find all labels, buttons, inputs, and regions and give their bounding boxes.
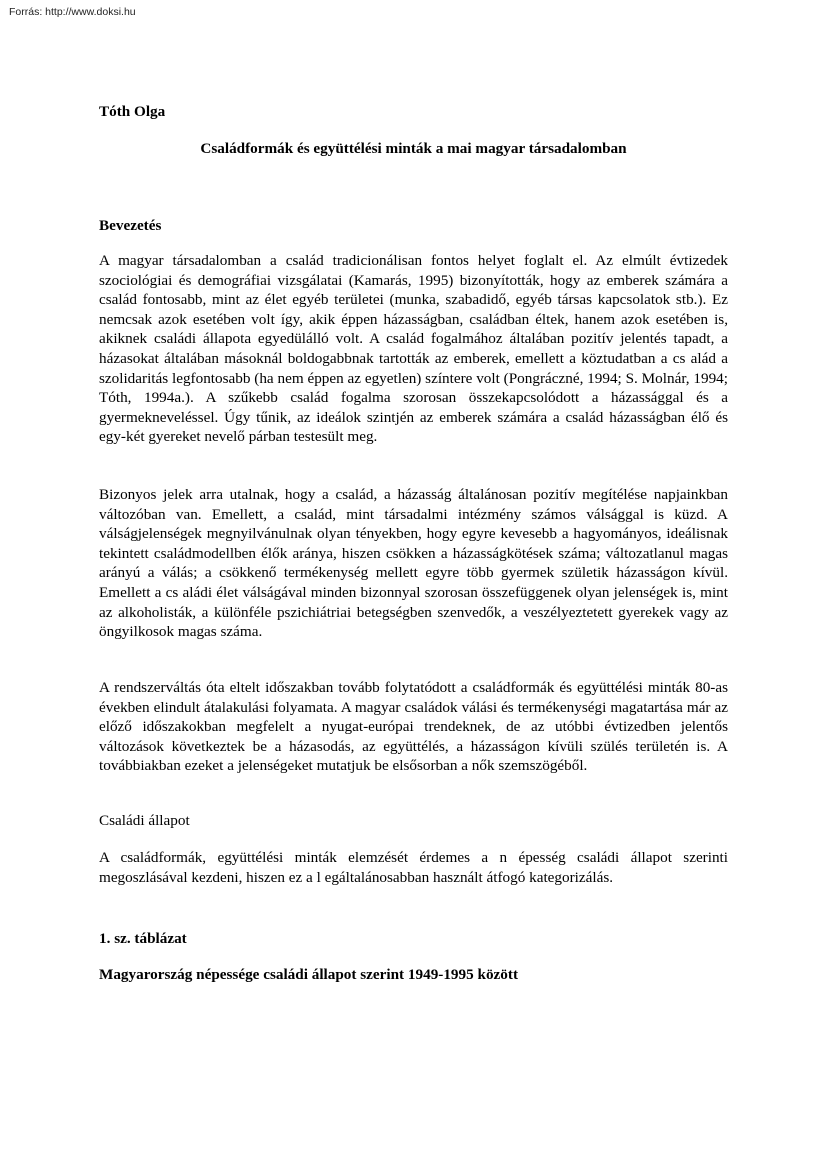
author-name: Tóth Olga <box>99 103 166 120</box>
source-url: Forrás: http://www.doksi.hu <box>9 6 136 18</box>
section-label: Családi állapot <box>99 812 190 829</box>
table-title: Magyarország népessége családi állapot szerint 1949-1995 között <box>99 966 519 983</box>
paragraph-3: A rendszerváltás óta eltelt időszakban tovább folytatódott a családformák és együttélési minták 80-as években elindult átalakulási folyamata. A magyar családok válási és termékenységi magatartása már az előző időszakokban megfelelt a nyugat-európai trendeknek, de az utóbbi évtizedben jelentős változások következtek be a házasodás, az együttélés, a házasságon kívüli szülés területén is. A továbbiakban ezeket a jelenségeket mutatjuk be elsősorban a nők szemszögéből. <box>99 679 728 775</box>
document-title: Családformák és együttélési minták a mai magyar társadalomban <box>200 140 627 157</box>
intro-heading: Bevezetés <box>99 217 162 234</box>
section-paragraph: A családformák, együttélési minták elemzését érdemes a n épesség családi állapot szerinti megoszlásával kezdeni, hiszen ez a l egáltalánosabban használt átfogó kategorizálás. <box>99 849 728 886</box>
table-label: 1. sz. táblázat <box>99 930 187 947</box>
paragraph-1: A magyar társadalomban a család tradicionálisan fontos helyet foglalt el. Az elmúlt évtizedek szociológiai és demográfiai vizsgálatai (Kamarás, 1995) bizonyították, hogy az emberek számára a család fontosabb, mint az élet egyéb területei (munka, szabadidő, egyéb társas kapcsolatok stb.). Ez nemcsak azok esetében volt így, akik éppen házasságban, családban éltek, hanem azok esetében is, akiknek családi állapota egyedülálló volt. A család fogalmához általában pozitív jelentés tapadt, a házasokat általában másoknál boldogabbnak tartották az emberek, emellett a köztudatban a cs alád a szolidaritás legfontosabb (ha nem éppen az egyetlen) színtere volt (Pongráczné, 1994; S. Molnár, 1994; Tóth, 1994a.). A szűkebb család fogalma szorosan összekapcsolódott a házassággal és a gyermekneveléssel. Úgy tűnik, az ideálok szintjén az emberek számára a család házasságban élő és egy-két gyereket nevelő párban testesült meg. <box>99 252 728 446</box>
paragraph-2: Bizonyos jelek arra utalnak, hogy a család, a házasság általánosan pozitív megítélése napjainkban változóban van. Emellett, a család, mint társadalmi intézmény számos válsággal is küzd. A válságjelenségek megnyilvánulnak olyan tényekben, hogy egyre kevesebb a hagyományos, ideálisnak tekintett családmodellben élők aránya, hiszen csökken a házasságkötések száma; változatlanul magas arányú a válás; a csökkenő termékenység mellett egyre több gyermek születik házasságon kívül. Emellett a cs aládi élet válságával minden bizonnyal szorosan összefüggenek olyan jelenségek is, mint az alkoholisták, a különféle pszichiátriai betegségben szenvedők, a veszélyeztetett gyerekek vagy az öngyilkosok magas száma. <box>99 486 728 641</box>
